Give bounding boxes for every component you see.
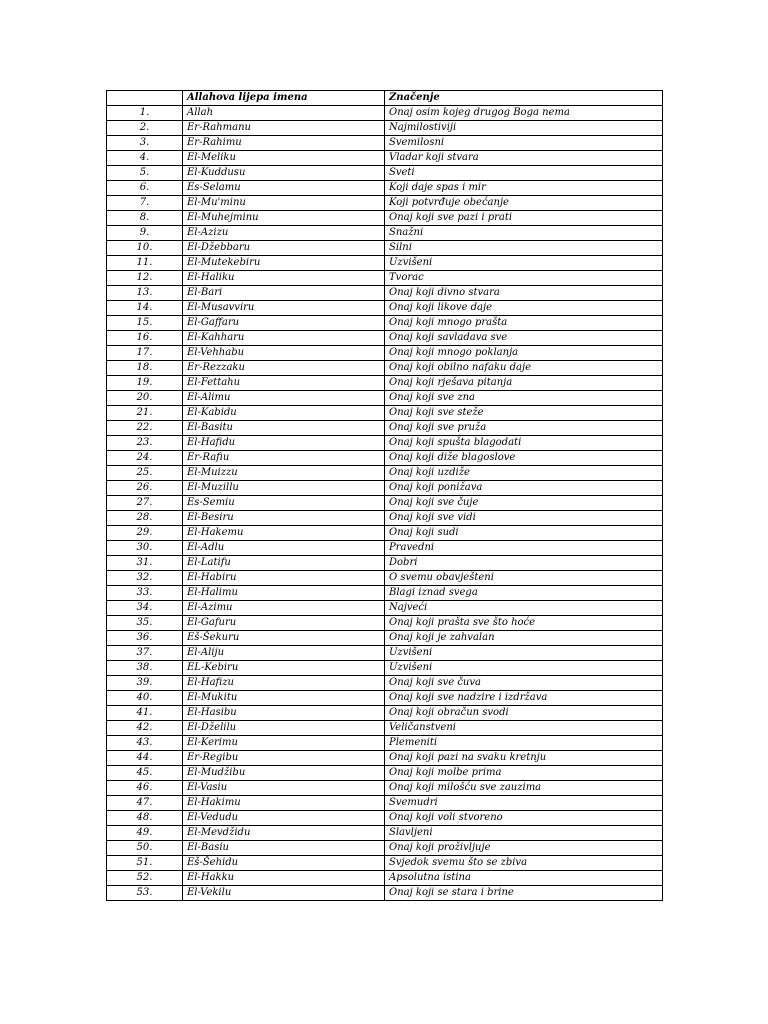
table-row (107, 301, 663, 316)
row-number: 32. (107, 571, 183, 586)
row-name: El-Bari (183, 286, 385, 301)
row-meaning: Dobri (385, 556, 663, 571)
table-row (107, 676, 663, 691)
row-meaning: Vladar koji stvara (385, 151, 663, 166)
row-number: 24. (107, 451, 183, 466)
table-row (107, 166, 663, 181)
row-number: 39. (107, 676, 183, 691)
row-number: 22. (107, 421, 183, 436)
row-number: 40. (107, 691, 183, 706)
row-name: El-Vekilu (183, 886, 385, 901)
table-row (107, 556, 663, 571)
row-meaning: Onaj koji spušta blagodati (385, 436, 663, 451)
row-meaning: Tvorac (385, 271, 663, 286)
table-row (107, 721, 663, 736)
row-meaning: Onaj osim kojeg drugog Boga nema (385, 106, 663, 121)
row-name: El-Meliku (183, 151, 385, 166)
row-number: 27. (107, 496, 183, 511)
row-name: El-Alimu (183, 391, 385, 406)
table-row (107, 106, 663, 121)
table-row (107, 691, 663, 706)
table-row (107, 796, 663, 811)
row-number: 21. (107, 406, 183, 421)
row-meaning: Onaj koji sve zna (385, 391, 663, 406)
row-meaning: Onaj koji je zahvalan (385, 631, 663, 646)
table-row (107, 571, 663, 586)
table-row (107, 331, 663, 346)
row-number: 19. (107, 376, 183, 391)
row-name: Allah (183, 106, 385, 121)
table-row (107, 271, 663, 286)
row-name: El-Halimu (183, 586, 385, 601)
row-number: 47. (107, 796, 183, 811)
row-name: El-Kabidu (183, 406, 385, 421)
row-meaning: Plemeniti (385, 736, 663, 751)
table-row (107, 151, 663, 166)
row-number: 35. (107, 616, 183, 631)
row-name: Eš-Šekuru (183, 631, 385, 646)
row-meaning: Onaj koji sve pazi i prati (385, 211, 663, 226)
row-meaning: Onaj koji likove daje (385, 301, 663, 316)
row-name: El-Hakemu (183, 526, 385, 541)
row-name: El-Hakku (183, 871, 385, 886)
table-row (107, 586, 663, 601)
row-number: 8. (107, 211, 183, 226)
row-meaning: Onaj koji divno stvara (385, 286, 663, 301)
row-name: El-Habiru (183, 571, 385, 586)
row-name: El-Musavviru (183, 301, 385, 316)
row-meaning: Onaj koji obračun svodi (385, 706, 663, 721)
row-number: 46. (107, 781, 183, 796)
row-name: El-Azimu (183, 601, 385, 616)
row-number: 26. (107, 481, 183, 496)
table-row (107, 541, 663, 556)
row-name: El-Hasibu (183, 706, 385, 721)
row-number: 4. (107, 151, 183, 166)
table-row (107, 466, 663, 481)
row-number: 18. (107, 361, 183, 376)
row-name: El-Aliju (183, 646, 385, 661)
row-meaning: Slavljeni (385, 826, 663, 841)
row-meaning: Onaj koji sve steže (385, 406, 663, 421)
row-name: El-Muhejminu (183, 211, 385, 226)
table-row (107, 781, 663, 796)
row-meaning: Svemudri (385, 796, 663, 811)
table-row (107, 121, 663, 136)
table-row (107, 886, 663, 901)
table-row (107, 316, 663, 331)
row-name: Es-Semiu (183, 496, 385, 511)
row-number: 17. (107, 346, 183, 361)
row-meaning: Svemilosni (385, 136, 663, 151)
row-number: 52. (107, 871, 183, 886)
row-number: 36. (107, 631, 183, 646)
row-meaning: Pravedni (385, 541, 663, 556)
table-row (107, 661, 663, 676)
row-meaning: Najveći (385, 601, 663, 616)
table-row (107, 361, 663, 376)
row-number: 48. (107, 811, 183, 826)
row-name: Eš-Šehidu (183, 856, 385, 871)
row-number: 10. (107, 241, 183, 256)
row-meaning: Sveti (385, 166, 663, 181)
row-number: 50. (107, 841, 183, 856)
header-meaning: Značenje (385, 91, 663, 106)
row-number: 34. (107, 601, 183, 616)
row-number: 43. (107, 736, 183, 751)
row-meaning: Onaj koji mnogo prašta (385, 316, 663, 331)
table-row (107, 376, 663, 391)
row-name: El-Gafuru (183, 616, 385, 631)
table-row (107, 346, 663, 361)
row-number: 16. (107, 331, 183, 346)
table-body (107, 106, 663, 901)
row-name: El-Kuddusu (183, 166, 385, 181)
row-name: El-Besiru (183, 511, 385, 526)
row-number: 41. (107, 706, 183, 721)
row-name: El-Haliku (183, 271, 385, 286)
row-meaning: Svjedok svemu što se zbiva (385, 856, 663, 871)
row-number: 12. (107, 271, 183, 286)
row-number: 20. (107, 391, 183, 406)
row-number: 1. (107, 106, 183, 121)
table-row (107, 286, 663, 301)
table-row (107, 751, 663, 766)
row-number: 45. (107, 766, 183, 781)
table-row (107, 481, 663, 496)
row-number: 42. (107, 721, 183, 736)
row-name: EL-Kebiru (183, 661, 385, 676)
row-meaning: Onaj koji pazi na svaku kretnju (385, 751, 663, 766)
row-meaning: Uzvišeni (385, 256, 663, 271)
table-row (107, 706, 663, 721)
table-row (107, 226, 663, 241)
row-name: El-Mu'minu (183, 196, 385, 211)
row-name: El-Hafidu (183, 436, 385, 451)
row-name: Er-Rezzaku (183, 361, 385, 376)
table-row (107, 511, 663, 526)
row-name: El-Mudžibu (183, 766, 385, 781)
row-meaning: Najmilostiviji (385, 121, 663, 136)
row-number: 23. (107, 436, 183, 451)
row-number: 53. (107, 886, 183, 901)
row-number: 14. (107, 301, 183, 316)
table-row (107, 601, 663, 616)
row-number: 51. (107, 856, 183, 871)
names-table (106, 90, 663, 901)
table-row (107, 436, 663, 451)
row-name: El-Azizu (183, 226, 385, 241)
row-name: El-Vehhabu (183, 346, 385, 361)
row-number: 6. (107, 181, 183, 196)
row-meaning: Blagi iznad svega (385, 586, 663, 601)
table-row (107, 451, 663, 466)
table-row (107, 631, 663, 646)
row-number: 2. (107, 121, 183, 136)
table-row (107, 826, 663, 841)
table-row (107, 736, 663, 751)
row-meaning: Onaj koji sve nadzire i izdržava (385, 691, 663, 706)
table-header-row (107, 91, 663, 106)
row-number: 13. (107, 286, 183, 301)
table-row (107, 406, 663, 421)
row-meaning: Onaj koji se stara i brine (385, 886, 663, 901)
row-name: Er-Rafiu (183, 451, 385, 466)
row-number: 25. (107, 466, 183, 481)
row-name: El-Vasiu (183, 781, 385, 796)
table-row (107, 646, 663, 661)
row-meaning: Onaj koji obilno nafaku daje (385, 361, 663, 376)
row-meaning: Onaj koji sve vidi (385, 511, 663, 526)
row-meaning: Onaj koji uzdiže (385, 466, 663, 481)
table-row (107, 181, 663, 196)
row-meaning: Onaj koji sve čuva (385, 676, 663, 691)
row-meaning: Onaj koji savladava sve (385, 331, 663, 346)
row-number: 11. (107, 256, 183, 271)
table-row (107, 766, 663, 781)
row-meaning: Onaj koji voli stvoreno (385, 811, 663, 826)
table-row (107, 856, 663, 871)
row-meaning: Onaj koji mnogo poklanja (385, 346, 663, 361)
row-name: Er-Rahmanu (183, 121, 385, 136)
row-number: 15. (107, 316, 183, 331)
row-number: 37. (107, 646, 183, 661)
row-name: El-Basiu (183, 841, 385, 856)
row-name: Er-Regibu (183, 751, 385, 766)
row-meaning: Onaj koji milošću sve zauzima (385, 781, 663, 796)
row-name: El-Muizzu (183, 466, 385, 481)
table-row (107, 211, 663, 226)
table-row (107, 421, 663, 436)
row-name: El-Kahharu (183, 331, 385, 346)
row-number: 29. (107, 526, 183, 541)
row-meaning: Onaj koji sudi (385, 526, 663, 541)
row-number: 3. (107, 136, 183, 151)
row-name: El-Mukitu (183, 691, 385, 706)
header-number (107, 91, 183, 106)
table-row (107, 241, 663, 256)
row-meaning: Onaj koji sve pruža (385, 421, 663, 436)
row-name: El-Kerimu (183, 736, 385, 751)
row-name: El-Vedudu (183, 811, 385, 826)
row-meaning: Apsolutna istina (385, 871, 663, 886)
row-meaning: Onaj koji rješava pitanja (385, 376, 663, 391)
row-name: Es-Selamu (183, 181, 385, 196)
row-name: El-Dželilu (183, 721, 385, 736)
table-row (107, 391, 663, 406)
table-row (107, 871, 663, 886)
row-meaning: Silni (385, 241, 663, 256)
row-meaning: Koji daje spas i mir (385, 181, 663, 196)
row-name: El-Latifu (183, 556, 385, 571)
row-name: El-Hakimu (183, 796, 385, 811)
row-name: El-Gaffaru (183, 316, 385, 331)
table-row (107, 616, 663, 631)
row-number: 9. (107, 226, 183, 241)
row-name: El-Muzillu (183, 481, 385, 496)
header-name: Allahova lijepa imena (183, 91, 385, 106)
row-meaning: Onaj koji proživljuje (385, 841, 663, 856)
table-row (107, 526, 663, 541)
row-number: 5. (107, 166, 183, 181)
table-row (107, 841, 663, 856)
row-name: El-Hafizu (183, 676, 385, 691)
row-name: El-Fettahu (183, 376, 385, 391)
row-meaning: Uzvišeni (385, 646, 663, 661)
row-name: El-Basitu (183, 421, 385, 436)
row-number: 33. (107, 586, 183, 601)
row-name: El-Mevdžidu (183, 826, 385, 841)
row-meaning: Uzvišeni (385, 661, 663, 676)
row-meaning: Veličanstveni (385, 721, 663, 736)
row-number: 38. (107, 661, 183, 676)
table-row (107, 811, 663, 826)
row-meaning: Snažni (385, 226, 663, 241)
row-meaning: Onaj koji sve čuje (385, 496, 663, 511)
row-meaning: Koji potvrđuje obećanje (385, 196, 663, 211)
row-number: 28. (107, 511, 183, 526)
row-meaning: Onaj koji prašta sve što hoće (385, 616, 663, 631)
row-name: Er-Rahimu (183, 136, 385, 151)
row-number: 31. (107, 556, 183, 571)
table-row (107, 196, 663, 211)
row-meaning: Onaj koji diže blagoslove (385, 451, 663, 466)
table-row (107, 496, 663, 511)
row-name: El-Džebbaru (183, 241, 385, 256)
row-number: 30. (107, 541, 183, 556)
table-row (107, 136, 663, 151)
row-number: 49. (107, 826, 183, 841)
row-meaning: Onaj koji molbe prima (385, 766, 663, 781)
row-number: 7. (107, 196, 183, 211)
row-name: El-Adlu (183, 541, 385, 556)
row-number: 44. (107, 751, 183, 766)
row-name: El-Mutekebiru (183, 256, 385, 271)
table-row (107, 256, 663, 271)
row-meaning: Onaj koji ponižava (385, 481, 663, 496)
row-meaning: O svemu obavješteni (385, 571, 663, 586)
